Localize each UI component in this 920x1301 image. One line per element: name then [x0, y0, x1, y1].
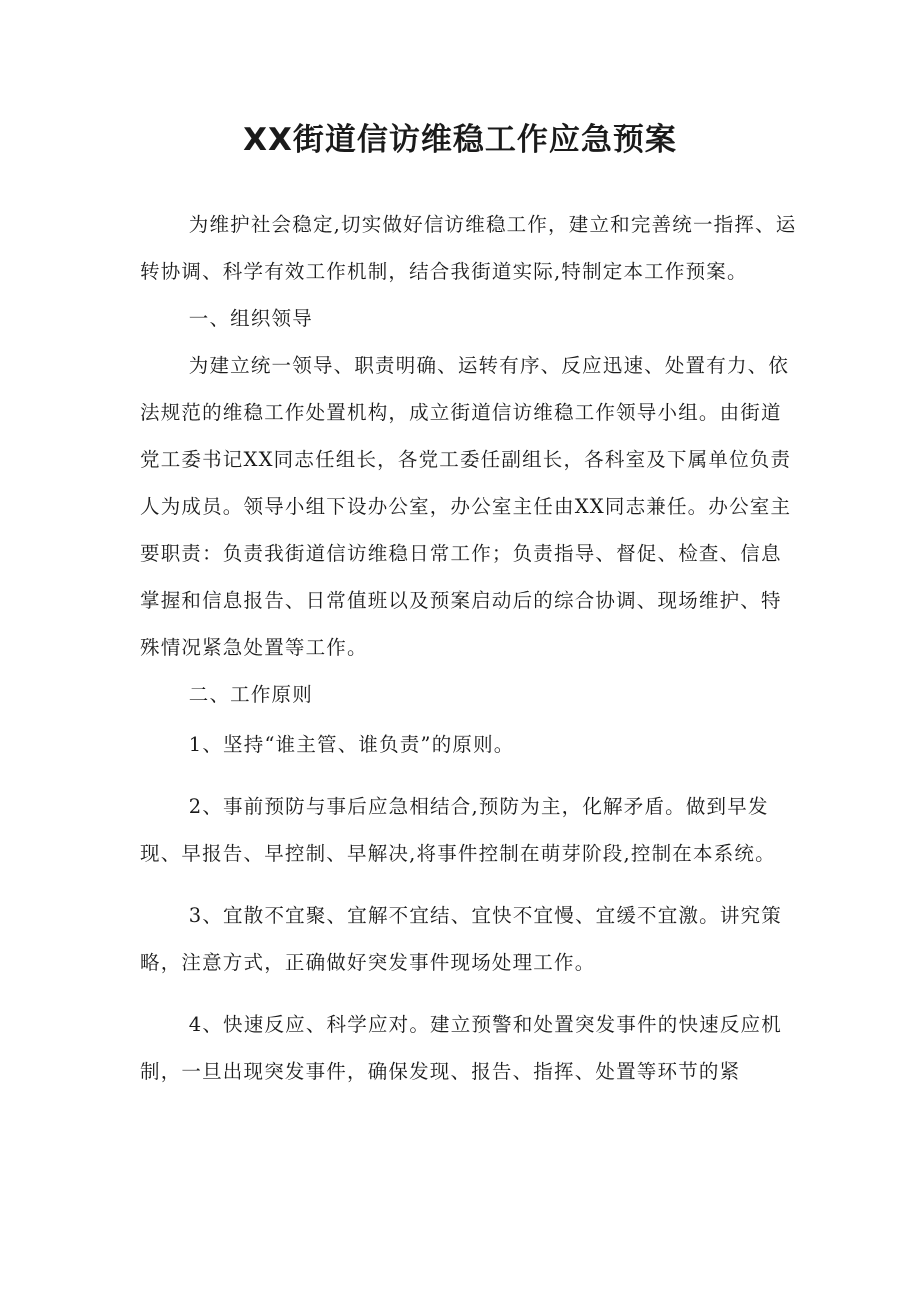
paragraph-principle-1: 1、坚持“谁主管、谁负责”的原则。: [188, 733, 515, 756]
paragraph-principle-4: 4、快速反应、科学应对。建立预警和处置突发事件的快速反应机制，一旦出现突发事件，确保发现、报告、指挥、处置等环节的紧: [140, 1013, 782, 1083]
paragraph-principle-3: 3、宜散不宜聚、宜解不宜结、宜快不宜慢、宜缓不宜激。讲究策略，注意方式，正确做好突发事件现场处理工作。: [140, 904, 782, 974]
paragraph-intro: 为维护社会稳定,切实做好信访维稳工作，建立和完善统一指挥、运转协调、科学有效工作机制，结合我街道实际,特制定本工作预案。: [140, 213, 797, 283]
section-heading-principles: 二、工作原则: [188, 683, 313, 706]
document-body: [140, 201, 800, 1095]
section-heading-organization: 一、组织领导: [188, 307, 313, 330]
document-title: XX街道信访维稳工作应急预案: [243, 122, 677, 158]
paragraph-principle-2: 2、事前预防与事后应急相结合,预防为主，化解矛盾。做到早发现、早报告、早控制、早解决,将事件控制在萌芽阶段,控制在本系统。: [140, 795, 776, 865]
paragraph-organization: 为建立统一领导、职责明确、运转有序、反应迅速、处置有力、依法规范的维稳工作处置机构，成立街道信访维稳工作领导小组。由街道党工委书记XX同志任组长，各党工委任副组长，各科室及下属单位负责人为成员。领导小组下设办公室，办公室主任由XX同志兼任。办公室主要职责：负责我街道信访维稳日常工作；负责指导、督促、检查、信息掌握和信息报告、日常值班以及预案启动后的综合协调、现场维护、特殊情况紧急处置等工作。: [140, 354, 792, 659]
